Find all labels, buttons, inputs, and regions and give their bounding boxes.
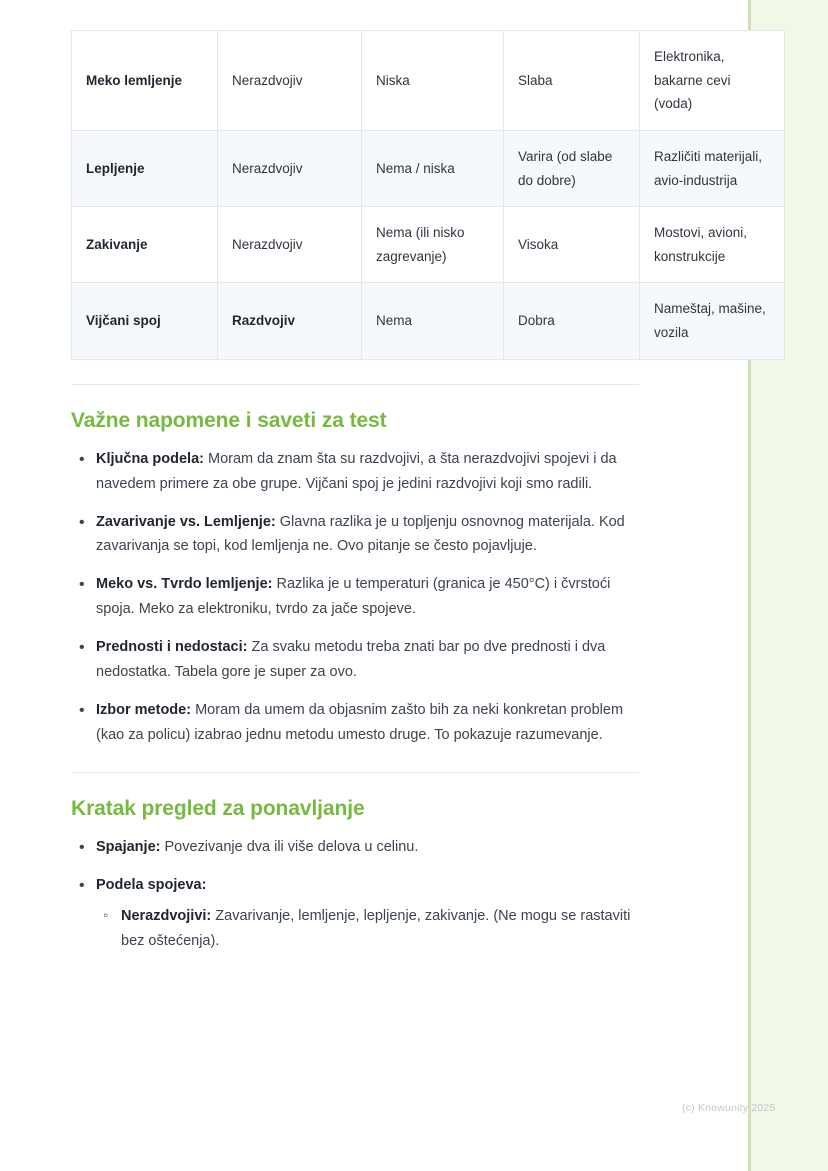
table-row [72, 130, 785, 206]
list-item-lead: Izbor metode: [96, 702, 192, 719]
cell-application: Mostovi, avioni, konstrukcije [640, 207, 785, 283]
notes-list [71, 447, 640, 748]
cell-method: Vijčani spoj [72, 283, 218, 359]
cell-temperature: Nema [362, 283, 504, 359]
document-content [71, 0, 766, 967]
list-item [96, 904, 640, 954]
cell-temperature: Nema (ili nisko zagrevanje) [362, 207, 504, 283]
list-item-text: Glavna razlika je u topljenju osnovnog materijala. Kod zavarivanja se topi, kod lemljenja ne. Ovo pitanje se često pojavljuje. [96, 513, 625, 555]
list-item-lead: Spajanje: [96, 839, 161, 855]
cell-separability: Razdvojiv [218, 283, 362, 359]
list-item-lead: Ključna podela: [96, 450, 204, 467]
cell-method: Meko lemljenje [72, 31, 218, 131]
cell-separability: Nerazdvojiv [218, 130, 362, 206]
review-sublist [96, 904, 640, 954]
cell-temperature: Niska [362, 31, 504, 131]
list-item-lead: Zavarivanje vs. Lemljenje: [96, 513, 276, 530]
review-list [71, 835, 640, 954]
list-item-lead: Podela spojeva: [96, 876, 207, 893]
list-item-text: Moram da znam šta su razdvojivi, a šta nerazdvojivi spojevi i da navedem primere za obe grupe. Vijčani spoj je jedini razdvojivi koji smo radili. [96, 450, 617, 492]
cell-method: Zakivanje [72, 207, 218, 283]
list-item [71, 835, 640, 860]
cell-strength: Dobra [504, 283, 640, 359]
list-item-lead: Nerazdvojivi: [121, 907, 212, 924]
cell-method: Lepljenje [72, 130, 218, 206]
cell-strength: Slaba [504, 31, 640, 131]
cell-strength: Visoka [504, 207, 640, 283]
list-item-lead: Prednosti i nedostaci: [96, 639, 248, 656]
cell-application: Elektronika, bakarne cevi (voda) [640, 31, 785, 131]
cell-temperature: Nema / niska [362, 130, 504, 206]
list-item-text: Povezivanje dva ili više delova u celinu. [160, 839, 419, 855]
list-item [71, 510, 640, 560]
list-item [71, 447, 640, 497]
cell-application: Različiti materijali, avio-industrija [640, 130, 785, 206]
notes-section-title: Važne napomene i saveti za test [71, 408, 387, 432]
list-item-text: Razlika je u temperaturi (granica je 450°C) i čvrstoći spoja. Meko za elektroniku, tvrdo za jače spojeve. [96, 576, 611, 618]
list-item [71, 572, 640, 622]
table-row [72, 283, 785, 359]
list-item [71, 635, 640, 685]
watermark: (c) Knowunity 2025 [682, 1102, 776, 1114]
list-item [71, 873, 640, 954]
joining-methods-table [71, 30, 785, 360]
section-divider [71, 384, 639, 385]
cell-separability: Nerazdvojiv [218, 31, 362, 131]
cell-separability: Nerazdvojiv [218, 207, 362, 283]
cell-strength: Varira (od slabe do dobre) [504, 130, 640, 206]
section-divider [71, 772, 639, 773]
review-section-title: Kratak pregled za ponavljanje [71, 797, 365, 820]
list-item-lead: Meko vs. Tvrdo lemljenje: [96, 576, 273, 593]
list-item [71, 698, 640, 748]
table-row [72, 31, 785, 131]
cell-application: Nameštaj, mašine, vozila [640, 283, 785, 359]
list-item-text: Zavarivanje, lemljenje, lepljenje, zakivanje. (Ne mogu se rastaviti bez oštećenja). [121, 907, 631, 949]
list-item-text: Moram da umem da objasnim zašto bih za neki konkretan problem (kao za policu) izabrao jednu metodu umesto druge. To pokazuje razumevanje. [96, 702, 624, 744]
table-row [72, 207, 785, 283]
list-item-text: Za svaku metodu treba znati bar po dve prednosti i dva nedostatka. Tabela gore je super za ovo. [96, 639, 606, 681]
